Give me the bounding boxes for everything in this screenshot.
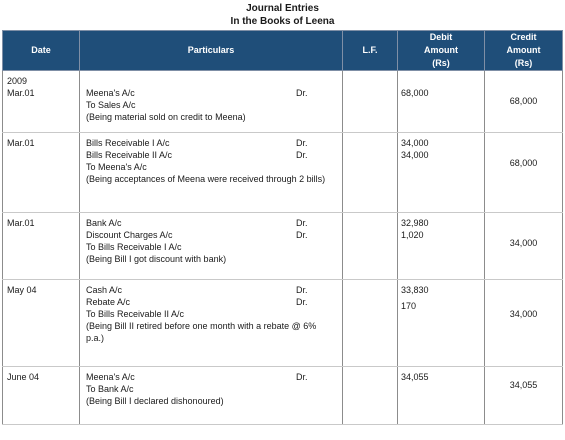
entry-lf (343, 280, 398, 367)
entry-debit-amounts (398, 280, 485, 367)
dr-label: Dr. (296, 138, 308, 148)
entry-debit-amounts (398, 133, 485, 213)
credit-account: To Sales A/c (86, 100, 136, 110)
entry-date (3, 133, 80, 213)
debit-line (86, 284, 336, 296)
entry-date-year: 2009 (7, 76, 28, 86)
header-row (3, 31, 563, 71)
entry-debit-amounts (398, 213, 485, 280)
journal-entry-row (3, 213, 563, 280)
debit-amount: 170 (401, 301, 417, 311)
header-particulars: Particulars (80, 31, 343, 71)
header-debit-line3: (Rs) (432, 58, 450, 68)
header-debit-line2: Amount (424, 45, 458, 55)
debit-amount: 1,020 (401, 230, 424, 240)
dr-label: Dr. (296, 372, 308, 382)
entry-credit-amount (485, 133, 563, 213)
entry-particulars (80, 280, 343, 367)
entry-lf (343, 71, 398, 133)
credit-amount: 34,000 (509, 309, 538, 319)
entry-credit-amount (485, 367, 563, 425)
header-credit-line3: (Rs) (514, 58, 533, 68)
debit-account: Discount Charges A/c (86, 230, 173, 240)
entry-debit-amounts (398, 367, 485, 425)
credit-account: To Bills Receivable I A/c (86, 242, 182, 252)
dr-label: Dr. (296, 218, 308, 228)
entry-particulars (80, 71, 343, 133)
narration: (Being acceptances of Meena were received through 2 bills) (86, 174, 326, 184)
entry-debit-amounts (398, 71, 485, 133)
credit-account: To Bank A/c (86, 384, 134, 394)
credit-account: To Bills Receivable II A/c (86, 309, 185, 319)
debit-line (86, 137, 336, 149)
debit-line (86, 217, 336, 229)
credit-amount: 34,000 (509, 238, 538, 248)
journal-table (2, 30, 563, 425)
credit-amount: 34,055 (509, 380, 538, 390)
entry-date-day: Mar.01 (7, 88, 35, 98)
journal-entry-row (3, 71, 563, 133)
debit-account: Bills Receivable I A/c (86, 138, 170, 148)
page-subtitle: In the Books of Leena (230, 16, 335, 27)
debit-account: Bills Receivable II A/c (86, 150, 173, 160)
header-debit-line1: Debit (429, 32, 453, 42)
journal-entry-row (3, 133, 563, 213)
dr-label: Dr. (296, 297, 308, 307)
entry-date-day: May 04 (7, 285, 37, 295)
entry-date (3, 213, 80, 280)
header-debit (398, 31, 485, 71)
debit-line (86, 371, 336, 383)
entry-date-day: Mar.01 (7, 218, 35, 228)
debit-account: Cash A/c (86, 285, 123, 295)
debit-account: Bank A/c (86, 218, 122, 228)
entry-date-day: Mar.01 (7, 138, 35, 148)
entry-date (3, 71, 80, 133)
credit-account: To Meena's A/c (86, 162, 147, 172)
debit-line (86, 229, 336, 241)
narration: (Being material sold on credit to Meena) (86, 112, 246, 122)
debit-amount: 33,830 (401, 285, 429, 295)
entry-lf (343, 367, 398, 425)
dr-label: Dr. (296, 285, 308, 295)
header-credit-line2: Amount (506, 45, 541, 55)
header-credit-line1: Credit (510, 32, 537, 42)
entry-credit-amount (485, 71, 563, 133)
entry-particulars (80, 133, 343, 213)
header-credit (485, 31, 563, 71)
heading-block (0, 0, 565, 28)
debit-account: Rebate A/c (86, 297, 131, 307)
credit-amount: 68,000 (509, 158, 538, 168)
entry-date (3, 280, 80, 367)
entry-lf (343, 133, 398, 213)
narration: (Being Bill I declared dishonoured) (86, 396, 224, 406)
page-title: Journal Entries (246, 3, 319, 14)
journal-entry-row (3, 367, 563, 425)
debit-amount: 32,980 (401, 218, 429, 228)
debit-account: Meena's A/c (86, 372, 135, 382)
entry-particulars (80, 367, 343, 425)
debit-amount: 68,000 (401, 88, 429, 98)
header-lf: L.F. (343, 31, 398, 71)
entry-date (3, 367, 80, 425)
entry-date-day: June 04 (7, 372, 40, 382)
debit-line (86, 87, 336, 99)
dr-label: Dr. (296, 230, 308, 240)
dr-label: Dr. (296, 88, 308, 98)
debit-amount: 34,000 (401, 150, 429, 160)
credit-amount: 68,000 (509, 96, 538, 106)
entry-particulars (80, 213, 343, 280)
narration: (Being Bill I got discount with bank) (86, 254, 227, 264)
debit-line (86, 296, 336, 308)
narration: (Being Bill II retired before one month with a rebate @ 6% p.a.) (86, 321, 317, 343)
debit-line (86, 149, 336, 161)
header-date: Date (3, 31, 80, 71)
debit-account: Meena's A/c (86, 88, 135, 98)
debit-amount: 34,000 (401, 138, 429, 148)
entry-lf (343, 213, 398, 280)
journal-entry-row (3, 280, 563, 367)
entry-credit-amount (485, 213, 563, 280)
entry-credit-amount (485, 280, 563, 367)
dr-label: Dr. (296, 150, 308, 160)
debit-amount: 34,055 (401, 372, 429, 382)
